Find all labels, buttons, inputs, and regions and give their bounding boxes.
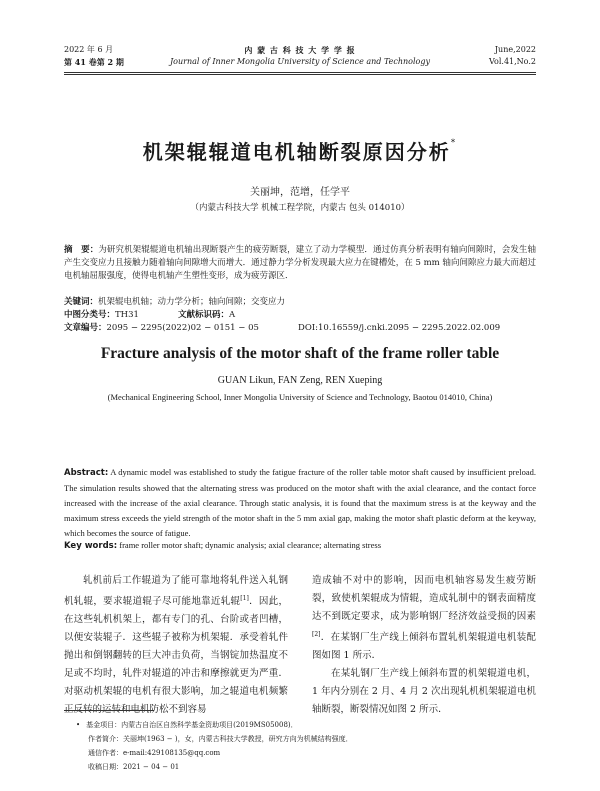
body-column-right (312, 572, 536, 719)
cn-title (0, 136, 600, 165)
cn-title-text: 机架辊辊道电机轴断裂原因分析 (142, 140, 451, 164)
volume-issue-en: Vol.41,No.2 (489, 57, 536, 66)
fund-label: 基金项目： (86, 721, 122, 729)
clc-row (64, 309, 139, 322)
author-info-label: 作者简介： (88, 735, 123, 743)
article-no-value: 2095 − 2295(2022)02 − 0151 − 05 (106, 323, 259, 333)
email-text: e-mail:429108135@qq.com (123, 749, 221, 757)
issue-date-en: June,2022 (494, 45, 536, 54)
body-left-text-2: ．因此，在这些轧机机架上，都有专门的孔、台阶或者凹槽，以便安装辊子．这些辊子被称为机架辊．承受着轧件抛出和倒钢翻转的巨大冲击负荷，当钢锭加热温度不足或不均时，轧件对辊道的冲击和摩擦就更为严重．对驱动机架辊的电机有很大影响，加之辊道电机频繁正反转的运转和电机防松不到容易 (64, 596, 288, 716)
volume-issue: 第 41 卷第 2 期 (64, 57, 124, 67)
header-right (489, 44, 536, 68)
clc-value: TH31 (115, 310, 139, 320)
fund-text: 内蒙古自治区自然科学基金资助项目(2019MS05008)． (121, 721, 298, 729)
footnote-author (88, 732, 353, 746)
cn-title-footnote-mark: * (450, 138, 458, 149)
cn-keywords (64, 296, 536, 309)
body-right-text-1: 造成轴不对中的影响，因而电机轴容易发生疲劳断裂，致使机架辊成为情辊，造成轧制中的钢表面精度达不到既定要求，成为影响钢厂经济效益受损的因素 (312, 575, 536, 622)
author-info-text: 关丽坤(1963 − )，女，内蒙古科技大学教授，研究方向为机械结构强度． (123, 735, 353, 743)
header-rule-top (64, 72, 536, 73)
footnote-bullet: • (76, 721, 81, 729)
clc-label: 中图分类号： (64, 310, 116, 320)
cn-authors: 关丽坤，范增，任学平 (250, 187, 350, 198)
en-keywords (64, 540, 536, 551)
en-keywords-label: Key words: (64, 541, 118, 551)
en-authors: GUAN Likun, FAN Zeng, REN Xueping (217, 375, 383, 386)
en-abstract-text: A dynamic model was established to study the fatigue fracture of the roller table motor shaft caused by insufficient preload. The simulation results showed that the alternating stress was produced on the motor shaft with the axial clearance, and the contact force increased with the increase of the axial clearance. Through static analysis, it is found that the maximum stress is at the keyway and the maximum stress exceeds the yield strength of the motor shaft in the 5 mm axial gap, making the motor shaft plastic deform at the keyway, which becomes the source of fatigue. (64, 467, 537, 538)
cn-abstract-text: 为研究机架辊辊道电机轴出现断裂产生的疲劳断裂，建立了动力学模型．通过仿真分析表明有轴向间隙时，会发生轴产生交变应力且接触力随着轴向间隙增大而增大．通过静力学分析发现最大应力在键槽处，在 5 mm 轴向间隙应力最大而超过电机轴屈服强度，使得电机轴产生塑性变形，成为疲劳源区． (64, 245, 536, 281)
doc-code-row (178, 309, 235, 322)
cn-keywords-text: 机架辊电机轴；动力学分析；轴向间隙；交变应力 (98, 297, 286, 307)
email-label: 通信作者： (88, 749, 123, 757)
citation-2: [2] (312, 631, 321, 638)
footnote-email (88, 746, 353, 760)
cn-affiliation: （内蒙古科技大学 机械工程学院，内蒙古 包头 014010） (190, 203, 410, 213)
doi: DOI:10.16559/j.cnki.2095 − 2295.2022.02.009 (298, 323, 501, 333)
en-title: Fracture analysis of the motor shaft of the frame roller table (100, 345, 500, 362)
footnote-rule (64, 710, 154, 711)
footnote-fund (76, 718, 353, 732)
article-no-row (64, 322, 259, 335)
journal-name-en: Journal of Inner Mongolia University of Science and Technology (169, 57, 431, 66)
body-right-para-1 (312, 572, 536, 665)
article-no-label: 文章编号： (64, 323, 107, 333)
received-label: 收稿日期： (88, 763, 123, 771)
cn-abstract (64, 244, 536, 283)
cn-abstract-label: 摘 要： (64, 245, 99, 255)
doc-code-label: 文献标识码： (178, 310, 230, 320)
body-right-text-2: ．在某钢厂生产线上倾斜布置轧机架辊道电机装配图如图 1 所示． (312, 632, 536, 662)
received-text: 2021 − 04 − 01 (123, 763, 180, 771)
en-abstract (64, 465, 536, 541)
body-right-para-2: 在某轧钢厂生产线上倾斜布置的机架辊道电机，1 年内分别在 2 月、4 月 2 次出现轧机机架辊道电机轴断裂，断裂情况如图 2 所示． (312, 668, 536, 716)
body-left-text-1: 轧机前后工作辊道为了能可靠地将轧件送入轧钢机轧辊，要求辊道辊子尽可能地靠近轧辊 (64, 575, 288, 608)
journal-name-cn: 内 蒙 古 科 技 大 学 学 报 (244, 45, 356, 55)
en-abstract-label: Abstract: (64, 468, 109, 478)
en-affiliation: (Mechanical Engineering School, Inner Mongolia University of Science and Technology, Baotou 014010, China) (107, 392, 493, 402)
doc-code-value: A (229, 310, 236, 320)
en-keywords-text: frame roller motor shaft; dynamic analysis; axial clearance; alternating stress (119, 540, 382, 550)
footnote-received (88, 760, 353, 774)
cn-keywords-label: 关键词： (64, 297, 99, 307)
footnote (76, 718, 353, 774)
citation-1: [1] (240, 595, 249, 602)
header-rule-bottom (64, 74, 536, 75)
issue-date: 2022 年 6 月 (64, 45, 114, 54)
body-column-left (64, 572, 288, 719)
